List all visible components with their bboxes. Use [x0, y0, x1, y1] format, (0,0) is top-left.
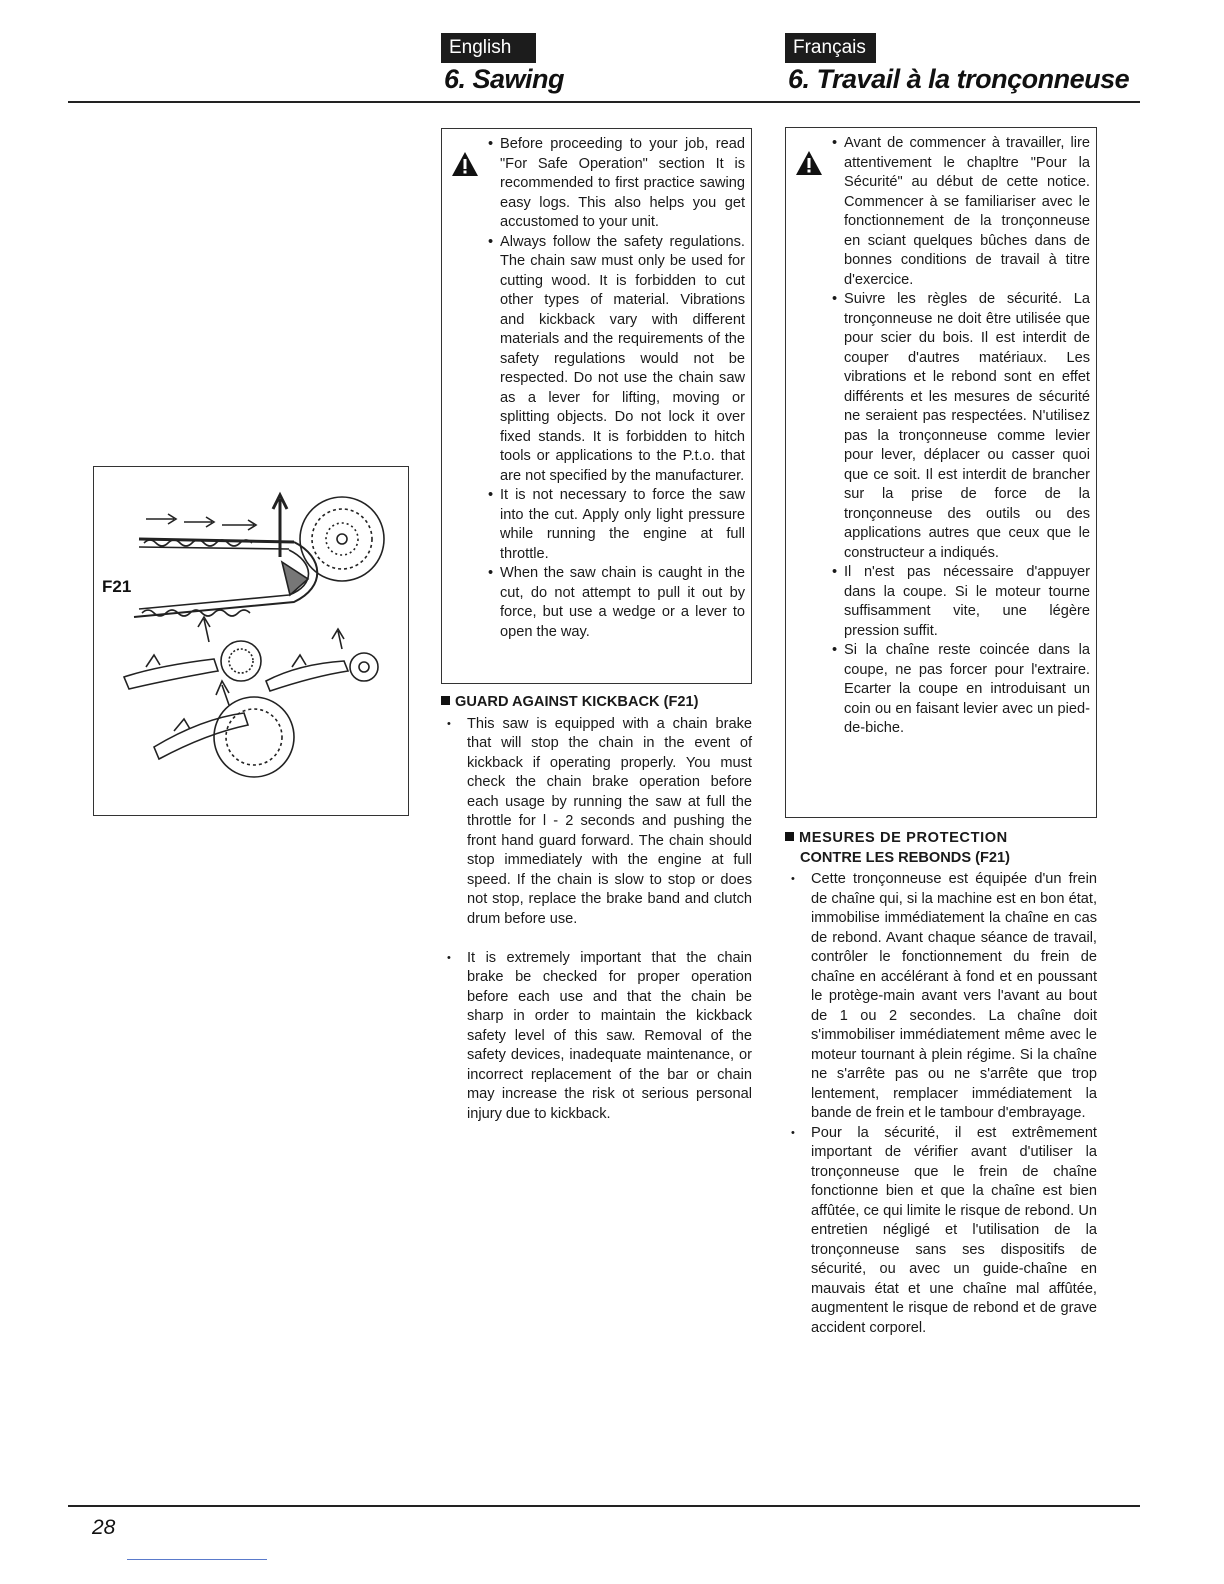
figure-label: F21: [102, 577, 132, 596]
warning-item: • Avant de commencer à travailler, lire attentivement le chapltre "Pour la Sécurité" au début de cette notice. Commencer à se familiariser avec le fonctionnement de la tronçonneuse en sciant quelques bûches dans de bonnes conditions de travail à titre d'exercice.: [833, 134, 1090, 290]
warning-item: • Si la chaîne reste coincée dans la coupe, ne pas forcer pour l'extraire. Ecarter la coupe en introduisant un coin ou en faisant levier avec un pied-de-biche.: [833, 641, 1090, 739]
figure-f21: [93, 466, 409, 816]
language-tag-english: English: [441, 33, 536, 63]
warning-list-french: [786, 134, 1090, 739]
section-heading: [785, 829, 1097, 868]
section-heading-line-1: MESURES DE PROTECTION: [799, 830, 1008, 846]
warning-item: • When the saw chain is caught in the cut, do not attempt to pull it out by force, but use a wedge or a lever to open the way.: [490, 564, 745, 642]
warning-item: • Before proceeding to your job, read "For Safe Operation" section It is recommended to first practice sawing easy logs. This also helps you get accustomed to your unit.: [490, 135, 745, 233]
kickback-list-english: [441, 715, 752, 1125]
footer-rule: [68, 1505, 1140, 1507]
kickback-section-english: [441, 693, 752, 1124]
square-bullet-icon: [785, 832, 794, 841]
footer-underline: [127, 1559, 267, 1560]
warning-item: • Always follow the safety regulations. The chain saw must only be used for cutting wood. It is forbidden to cut other types of material. Vibrations and kickback vary with different materials and the requirements of the safety regulations would not be respected. Do not use the chain saw as a lever for lifting, moving or splitting objects. Do not lock it over fixed stands. It is forbidden to hitch tools or applications to the P.t.o. that are not specified by the manufacturer.: [490, 233, 745, 487]
section-heading-text: GUARD AGAINST KICKBACK (F21): [455, 694, 699, 710]
section-heading-line-2: CONTRE LES REBONDS (F21): [800, 849, 1011, 866]
kickback-list-french: [785, 870, 1097, 1338]
square-bullet-icon: [441, 696, 450, 705]
section-title-french: 6. Travail à la tronçonneuse: [788, 64, 1130, 94]
warning-item: • It is not necessary to force the saw into the cut. Apply only light pressure while running the engine at full throttle.: [490, 486, 745, 564]
section-title-english: 6. Sawing: [444, 64, 565, 94]
warning-list-english: [442, 135, 745, 642]
warning-triangle-icon: [451, 151, 479, 177]
warning-item: • Il n'est pas nécessaire d'appuyer dans la coupe. Si le moteur tourne suffisamment vite, une légère pression suffit.: [833, 563, 1090, 641]
page-number: 28: [92, 1516, 116, 1539]
kickback-section-french: [785, 829, 1097, 1338]
list-item: • It is extremely important that the chain brake be checked for proper operation before each use and that the chain be sharp in order to maintain the kickback safety level of this saw. Removal of the safety devices, inadequate maintenance, or incorrect replacement of the bar or chain may increase the risk ot serious personal injury due to kickback.: [467, 949, 752, 1125]
section-heading: [441, 693, 752, 713]
list-item: • Cette tronçonneuse est équipée d'un frein de chaîne qui, si la machine est en bon état, immobilise immédiatement la chaîne en cas de rebond. Avant chaque séance de travail, contrôler le fonctionnement du frein de chaîne en accélérant à fond et en poussant le protège-main avant vers l'avant au bout de 1 ou 2 secondes. La chaîne doit s'immobiliser immédiatement même avec le moteur tournant à plein régime. Si la chaîne ne s'arrête pas ou ne s'arrête que trop lentement, remplacer immédiatement la bande de frein et le tambour d'embrayage.: [811, 870, 1097, 1124]
header-rule: [68, 101, 1140, 103]
list-item: • This saw is equipped with a chain brake that will stop the chain in the event of kickback if operating properly. You must check the chain brake operation before each usage by running the saw at full the throttle for l - 2 seconds and pushing the front hand guard forward. The chain should stop immediately with the engine at full speed. If the chain is slow to stop or does not stop, replace the brake band and clutch drum before use.: [467, 715, 752, 930]
chainsaw-kickback-diagram-icon: [94, 467, 410, 817]
warning-box-english: [441, 128, 752, 684]
language-tag-french: Français: [785, 33, 876, 63]
list-item: • Pour la sécurité, il est extrêmement important de vérifier avant d'utiliser la tronçonneuse que le frein de chaîne fonctionne bien et que la chaîne est bien affûtée, ce qui limite le risque de rebond. Un entretien négligé et l'utilisation de la tronçonneuse sans ses dispositifs de sécurité, ou avec un guide-chaîne en mauvais état et une chaîne mal affûtée, augmentent le risque de rebond et de grave accident corporel.: [811, 1124, 1097, 1339]
warning-box-french: [785, 127, 1097, 818]
warning-item: • Suivre les règles de sécurité. La tronçonneuse ne doit être utilisée que pour scier du bois. Il est interdit de couper d'autres matériaux. Les vibrations et le rebond sont en effet différents et les mesures de sécurité ne seraient pas respectées. N'utilisez pas la tronçonneuse comme levier pour lever, déplacer ou casser quoi que ce soit. Il est interdit de brancher sur la prise de force de la tronçonneuse des outils ou des applications autres que ceux que le constructeur a indiqués.: [833, 290, 1090, 563]
warning-triangle-icon: [795, 150, 823, 176]
